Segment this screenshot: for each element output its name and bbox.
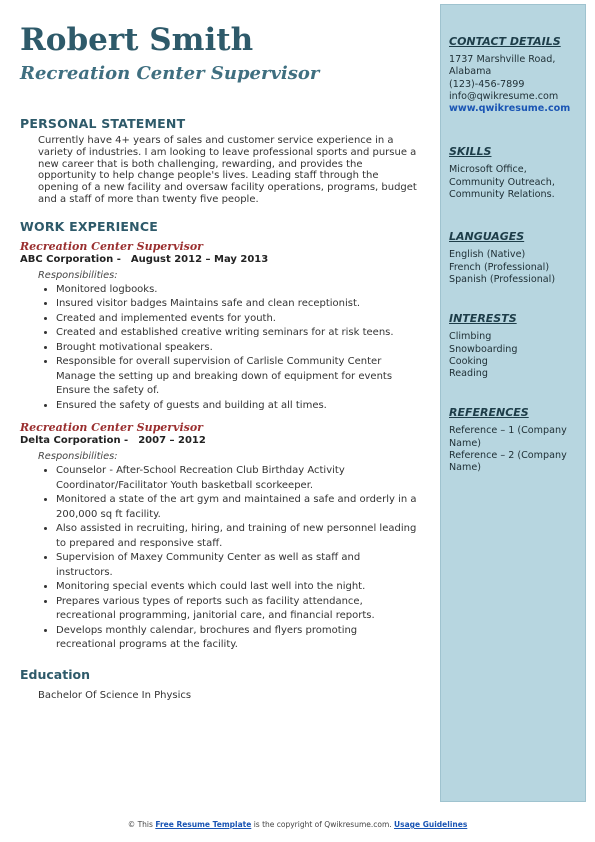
job-dates: 2007 – 2012 [138, 435, 206, 447]
job-company-line [20, 253, 420, 266]
list-item: Climbing [449, 331, 492, 343]
interests-list [449, 331, 579, 380]
list-item: Spanish (Professional) [449, 273, 556, 285]
responsibilities-label: Responsibilities: [38, 269, 118, 281]
list-item: • Insured visitor badges Maintains safe and clean receptionist. [56, 297, 420, 312]
candidate-title: Recreation Center Supervisor [20, 63, 320, 84]
languages-heading: LANGUAGES [449, 230, 525, 244]
list-item: • Prepares various types of reports such as facility attendance, recreational programming, janitorial care, and financial reports. [56, 595, 420, 624]
contact-heading: CONTACT DETAILS [449, 35, 561, 48]
list-item: • Created and established creative writing seminars for at risk teens. [56, 326, 420, 341]
contact-email[interactable]: info@qwikresume.com [449, 90, 559, 102]
list-item: Snowboarding [449, 343, 518, 355]
contact-phone: (123)-456-7899 [449, 78, 525, 90]
footer-prefix: © This [127, 820, 156, 829]
contact-website[interactable]: www.qwikresume.com [449, 103, 571, 115]
list-item: English (Native) [449, 249, 526, 261]
responsibilities-label: Responsibilities: [38, 451, 118, 463]
responsibility-list [20, 283, 420, 414]
list-item: • Develops monthly calendar, brochures and flyers promoting recreational programs at the facility. [56, 624, 420, 653]
resume-main-column [20, 20, 420, 701]
list-item: • Ensured the safety of guests and building at all times. [56, 399, 420, 414]
work-experience-heading: WORK EXPERIENCE [20, 218, 158, 234]
list-item: • Brought motivational speakers. [56, 341, 420, 356]
usage-guidelines-link[interactable]: Usage Guidelines [394, 820, 468, 829]
list-item: • Monitored a state of the art gym and maintained a safe and orderly in a 200,000 sq ft facility. [56, 493, 420, 522]
footer [0, 820, 595, 829]
job-dates: August 2012 – May 2013 [130, 253, 269, 265]
list-item: Reference – 1 (Company Name) [449, 425, 567, 449]
job-title: Recreation Center Supervisor [20, 239, 203, 253]
list-item: Cooking [449, 355, 488, 367]
list-item: • Responsible for overall supervision of Carlisle Community Center Manage the setting up and breaking down of equipment for events Ensure the safety of. [56, 355, 420, 399]
job-company: Delta Corporation - [20, 435, 129, 447]
contact-address-line1: 1737 Marshville Road, [449, 54, 556, 65]
personal-statement-text: Currently have 4+ years of sales and customer service experience in a variety of industries. I am looking to leave professional sports and pursue a new career that is both challenging, rewarding, and provides the opportunity to help change people's lives. Leading staff through the opening of a new facility and oversaw facility operations, programs, budget and a staff of more than twenty five people. [38, 135, 417, 205]
education-degree: Bachelor Of Science In Physics [38, 689, 192, 701]
list-item: • Monitoring special events which could last well into the night. [56, 580, 420, 595]
list-item: • Also assisted in recruiting, hiring, and training of new personnel leading to prepared and responsive staff. [56, 522, 420, 551]
references-list [449, 425, 579, 474]
contact-details [449, 54, 579, 115]
job-company-line [20, 434, 420, 447]
languages-list [449, 249, 579, 286]
list-item: Reference – 2 (Company Name) [449, 450, 567, 474]
list-item: Reading [449, 368, 488, 380]
list-item: • Supervision of Maxey Community Center as well as staff and instructors. [56, 551, 420, 580]
job-company: ABC Corporation - [20, 253, 121, 265]
list-item: • Monitored logbooks. [56, 283, 420, 298]
free-resume-template-link[interactable]: Free Resume Template [155, 820, 252, 829]
candidate-name: Robert Smith [20, 22, 254, 58]
personal-statement-heading: PERSONAL STATEMENT [20, 116, 186, 131]
footer-copyright-text: is the copyright of Qwikresume.com. [251, 820, 395, 829]
job-title: Recreation Center Supervisor [20, 421, 203, 435]
list-item: French (Professional) [449, 261, 550, 273]
list-item: • Created and implemented events for youth. [56, 312, 420, 327]
resume-sidebar [440, 4, 586, 802]
skills-heading: SKILLS [449, 145, 492, 159]
responsibility-list [20, 464, 420, 653]
list-item: • Counselor - After-School Recreation Club Birthday Activity Coordinator/Facilitator Youth basketball scorkeeper. [56, 464, 420, 493]
skills-text: Microsoft Office, Community Outreach, Community Relations. [449, 164, 555, 201]
education-heading: Education [20, 666, 90, 682]
interests-heading: INTERESTS [449, 312, 517, 326]
contact-address-line2: Alabama [449, 66, 492, 78]
references-heading: REFERENCES [449, 406, 529, 420]
